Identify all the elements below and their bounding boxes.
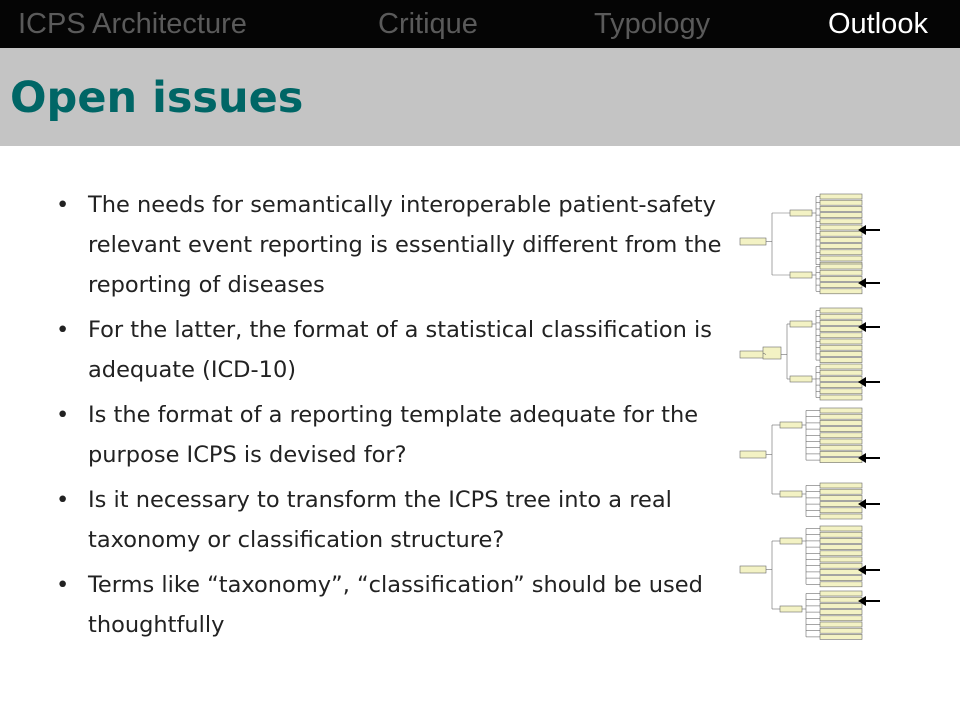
- nav-item-typology[interactable]: Typology: [594, 8, 711, 40]
- tree-node-box: [820, 289, 862, 294]
- tree-node-box: [790, 321, 812, 327]
- bullet-item: • The needs for semantically interoperable patient-safety relevant event reporting is essentially different from the reporting of diseases: [56, 185, 756, 305]
- tree-node-box: [790, 272, 812, 278]
- tree-node-box: [820, 351, 862, 356]
- bullet-item: • For the latter, the format of a statistical classification is adequate (ICD-10): [56, 310, 756, 390]
- tree-node-box: [820, 276, 862, 281]
- nav-item-icps-architecture[interactable]: ICPS Architecture: [18, 8, 247, 40]
- tree-node-box: [820, 283, 862, 288]
- tree-node-box: [790, 210, 812, 216]
- nav-item-critique[interactable]: Critique: [378, 8, 478, 40]
- tree-node-box: [820, 526, 862, 531]
- tree-node-box: [820, 551, 862, 556]
- tree-node-box: [820, 597, 862, 602]
- tree-node-box: [820, 591, 862, 596]
- slide-title: Open issues: [10, 73, 304, 123]
- icps-tree-diagram: [728, 186, 960, 656]
- tree-node-box: [820, 376, 862, 381]
- tree-node-box: [820, 458, 862, 463]
- tree-node-box: [820, 308, 862, 313]
- tree-node-box: [820, 206, 862, 211]
- tree-node-box: [820, 389, 862, 394]
- tree-node-box: [820, 200, 862, 205]
- tree-node-box: [820, 408, 862, 413]
- bullet-item: • Terms like “taxonomy”, “classification” should be used thoughtfully: [56, 565, 756, 645]
- tree-node-box: [740, 351, 766, 358]
- tree-node-box: [820, 634, 862, 639]
- tree-node-box: [820, 333, 862, 338]
- nav-item-outlook[interactable]: Outlook: [828, 8, 928, 40]
- tree-node-box: [820, 250, 862, 255]
- tree-node-box: [820, 616, 862, 621]
- tree-node-box: [820, 358, 862, 363]
- tree-node-box: [820, 339, 862, 344]
- tree-node-box: [820, 557, 862, 562]
- tree-node-box: [820, 231, 862, 236]
- bullet-item: • Is it necessary to transform the ICPS tree into a real taxonomy or classification structure?: [56, 480, 756, 560]
- tree-node-box: [820, 345, 862, 350]
- tree-node-box: [763, 347, 781, 359]
- tree-node-box: [820, 569, 862, 574]
- tree-node-box: [820, 538, 862, 543]
- tree-node-box: [820, 314, 862, 319]
- tree-node-box: [820, 270, 862, 275]
- tree-node-box: [820, 256, 862, 261]
- bullet-item: • Is the format of a reporting template adequate for the purpose ICPS is devised for?: [56, 395, 756, 475]
- tree-node-box: [820, 603, 862, 608]
- tree-node-box: [820, 610, 862, 615]
- tree-node-box: [820, 427, 862, 432]
- tree-node-box: [820, 320, 862, 325]
- tree-node-box: [820, 395, 862, 400]
- tree-node-box: [820, 582, 862, 587]
- top-nav: [0, 0, 960, 48]
- tree-node-box: [820, 502, 862, 507]
- tree-node-box: [820, 327, 862, 332]
- tree-node-box: [820, 194, 862, 199]
- tree-node-box: [820, 532, 862, 537]
- tree-node-box: [820, 225, 862, 230]
- tree-node-box: [820, 545, 862, 550]
- tree-node-box: [820, 237, 862, 242]
- tree-node-box: [820, 489, 862, 494]
- tree-node-box: [780, 538, 802, 544]
- tree-node-box: [820, 383, 862, 388]
- tree-node-box: [820, 439, 862, 444]
- tree-node-box: [780, 491, 802, 497]
- tree-node-box: [820, 622, 862, 627]
- tree-node-box: [820, 451, 862, 456]
- tree-node-box: [820, 364, 862, 369]
- tree-node-box: [820, 244, 862, 249]
- bullet-list: [56, 185, 756, 650]
- tree-node-box: [820, 495, 862, 500]
- tree-node-box: [780, 606, 802, 612]
- tree-node-box: [820, 508, 862, 513]
- tree-node-box: [820, 433, 862, 438]
- tree-node-box: [780, 422, 802, 428]
- tree-node-box: [740, 451, 766, 458]
- tree-node-box: [820, 420, 862, 425]
- tree-node-box: [820, 414, 862, 419]
- tree-node-box: [820, 219, 862, 224]
- tree-node-box: [820, 370, 862, 375]
- tree-node-box: [820, 264, 862, 269]
- tree-node-box: [820, 213, 862, 218]
- tree-node-box: [740, 238, 766, 245]
- tree-node-box: [820, 563, 862, 568]
- tree-node-box: [820, 445, 862, 450]
- tree-node-box: [790, 376, 812, 382]
- tree-node-box: [740, 566, 766, 573]
- tree-node-box: [820, 628, 862, 633]
- tree-node-box: [820, 576, 862, 581]
- tree-node-box: [820, 514, 862, 519]
- tree-node-box: [820, 483, 862, 488]
